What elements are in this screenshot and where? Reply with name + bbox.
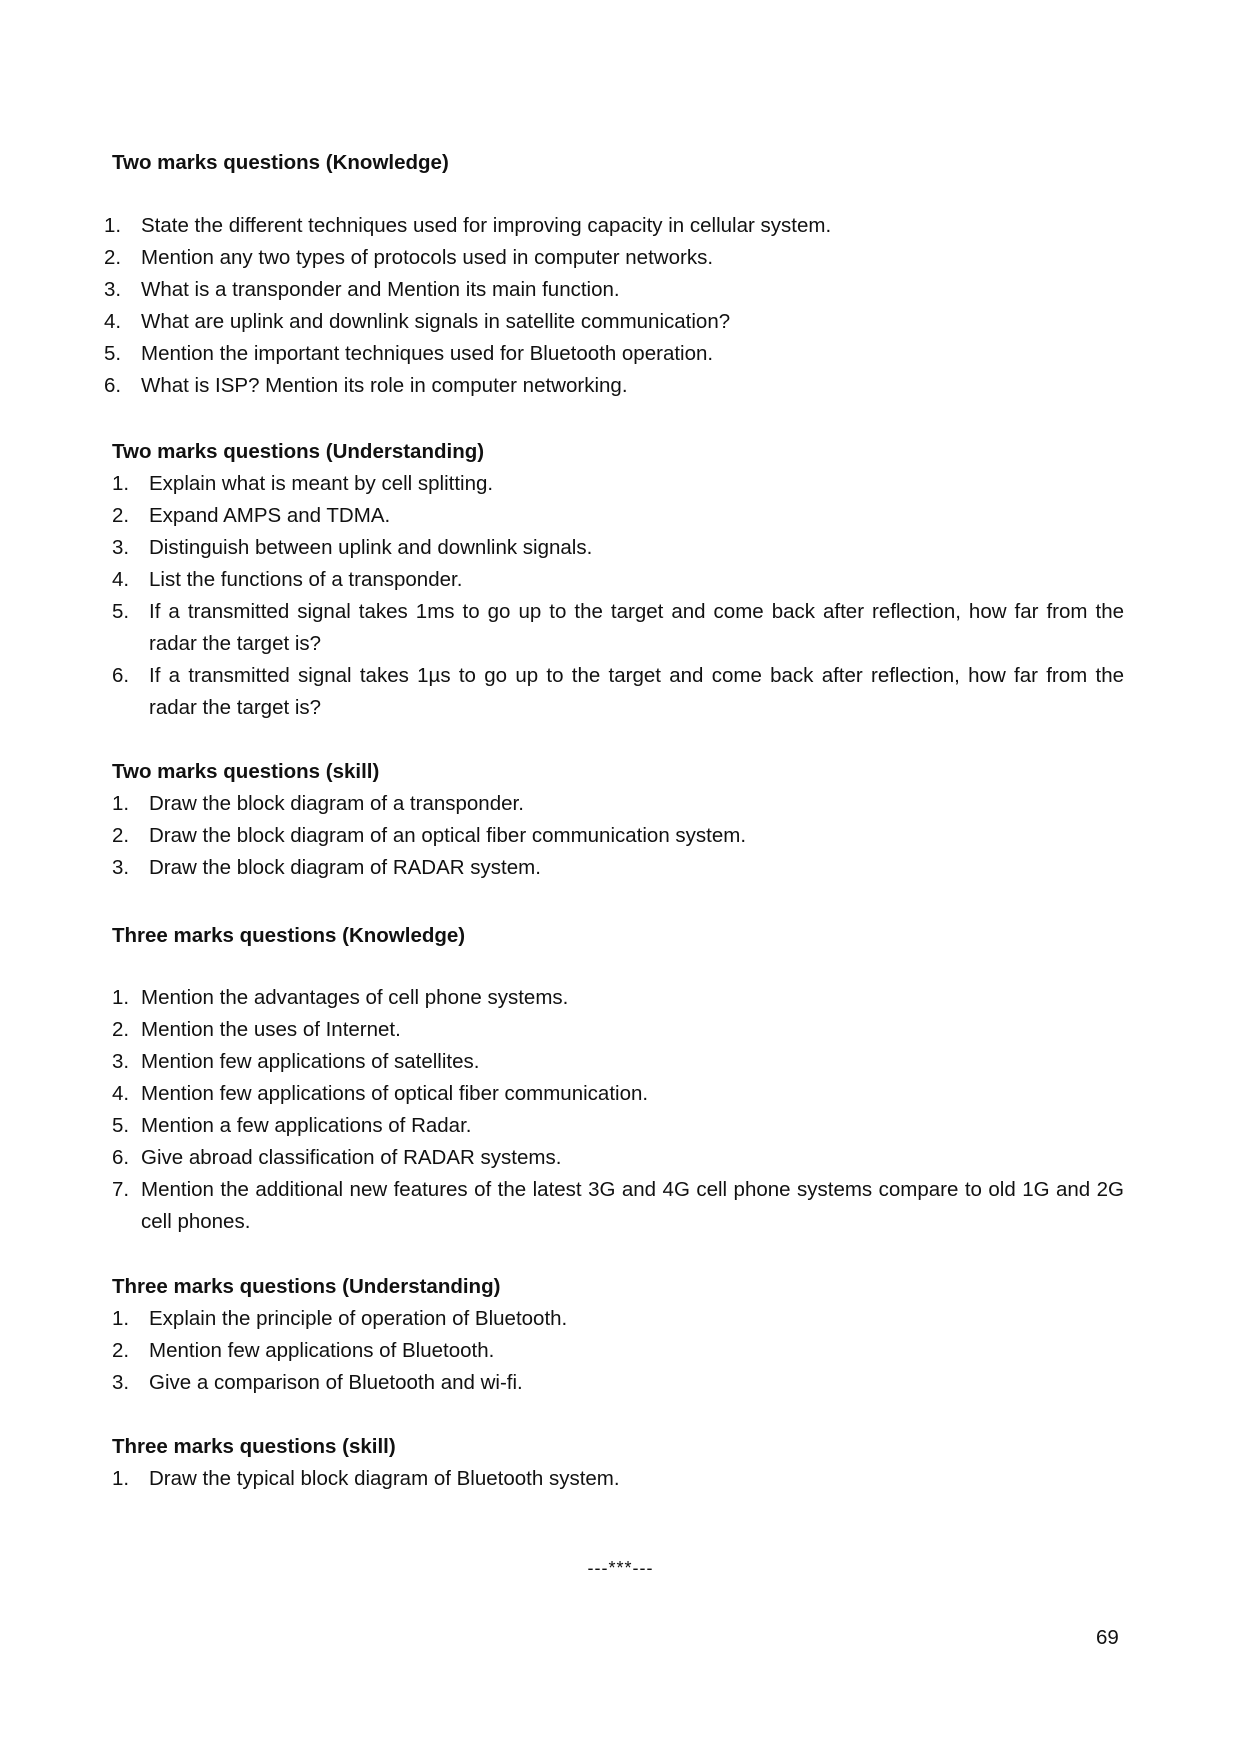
question-number: 3. [112, 856, 130, 879]
question-text: Give a comparison of Bluetooth and wi-fi. [149, 1371, 523, 1394]
question-number: 5. [112, 1114, 130, 1137]
question-text: Mention few applications of Bluetooth. [149, 1339, 495, 1362]
question-item [104, 274, 1124, 306]
question-item [112, 500, 1124, 532]
question-number: 2. [112, 1018, 130, 1041]
question-number: 4. [112, 568, 130, 591]
question-text: What are uplink and downlink signals in satellite communication? [141, 310, 731, 333]
question-item [104, 210, 1124, 242]
question-number: 6. [112, 664, 130, 687]
section-heading: Three marks questions (Knowledge) [112, 924, 466, 947]
question-text: Mention the advantages of cell phone systems. [141, 986, 569, 1009]
question-item [104, 306, 1124, 338]
question-text: Draw the block diagram of RADAR system. [149, 856, 541, 879]
question-text: State the different techniques used for improving capacity in cellular system. [141, 214, 832, 237]
question-text: What is a transponder and Mention its main function. [141, 278, 620, 301]
question-item [112, 532, 1124, 564]
question-list [112, 1303, 1124, 1399]
question-text: What is ISP? Mention its role in computer networking. [141, 374, 628, 397]
question-text: Draw the block diagram of an optical fiber communication system. [149, 824, 747, 847]
question-number: 1. [112, 472, 130, 495]
question-list [112, 788, 1124, 884]
page-number: 69 [1096, 1626, 1119, 1649]
section-heading: Three marks questions (skill) [112, 1435, 396, 1458]
question-number: 5. [112, 600, 130, 623]
question-item [112, 1110, 1124, 1142]
question-item [104, 242, 1124, 274]
end-marker: ---***--- [587, 1558, 654, 1578]
question-text: Expand AMPS and TDMA. [149, 504, 391, 527]
question-number: 2. [104, 246, 122, 269]
question-text: Mention few applications of optical fiber communication. [141, 1082, 649, 1105]
question-number: 4. [104, 310, 122, 333]
question-text: List the functions of a transponder. [149, 568, 463, 591]
question-text: Explain the principle of operation of Bluetooth. [149, 1307, 568, 1330]
question-text: Mention the important techniques used for Bluetooth operation. [141, 342, 714, 365]
question-number: 2. [112, 504, 130, 527]
question-number: 1. [112, 986, 130, 1009]
question-number: 1. [112, 1307, 130, 1330]
question-list [112, 468, 1124, 724]
question-text: Mention a few applications of Radar. [141, 1114, 472, 1137]
question-number: 3. [112, 536, 130, 559]
question-list [112, 982, 1124, 1238]
question-item [112, 1367, 1124, 1399]
question-item [112, 660, 1124, 724]
question-item [112, 468, 1124, 500]
question-text: Distinguish between uplink and downlink signals. [149, 536, 593, 559]
question-list [112, 1463, 1124, 1495]
question-item [112, 596, 1124, 660]
question-text: If a transmitted signal takes 1µs to go up to the target and come back after reflection, how far from the radar the target is? [149, 664, 1124, 719]
question-item [112, 1174, 1124, 1238]
question-item [112, 1142, 1124, 1174]
question-text: Draw the typical block diagram of Bluetooth system. [149, 1467, 620, 1490]
question-number: 3. [112, 1050, 130, 1073]
question-item [112, 564, 1124, 596]
question-number: 3. [112, 1371, 130, 1394]
section-heading: Two marks questions (skill) [112, 760, 380, 783]
question-number: 1. [104, 214, 122, 237]
question-item [112, 1014, 1124, 1046]
question-list [104, 210, 1124, 402]
question-number: 2. [112, 1339, 130, 1362]
question-text: Mention the additional new features of the latest 3G and 4G cell phone systems compare to old 1G and 2G cell phones. [141, 1178, 1124, 1233]
question-number: 2. [112, 824, 130, 847]
question-number: 6. [104, 374, 122, 397]
question-number: 3. [104, 278, 122, 301]
question-item [104, 370, 1124, 402]
question-text: Mention any two types of protocols used in computer networks. [141, 246, 714, 269]
question-text: Explain what is meant by cell splitting. [149, 472, 494, 495]
question-number: 4. [112, 1082, 130, 1105]
question-number: 1. [112, 1467, 130, 1490]
question-number: 5. [104, 342, 122, 365]
question-item [112, 820, 1124, 852]
question-number: 7. [112, 1178, 130, 1201]
question-item [104, 338, 1124, 370]
question-text: Mention few applications of satellites. [141, 1050, 480, 1073]
question-item [112, 852, 1124, 884]
question-text: Mention the uses of Internet. [141, 1018, 401, 1041]
section-heading: Two marks questions (Knowledge) [112, 151, 449, 174]
question-number: 6. [112, 1146, 130, 1169]
question-item [112, 1078, 1124, 1110]
question-text: If a transmitted signal takes 1ms to go up to the target and come back after reflection, how far from the radar the target is? [149, 600, 1124, 655]
section-heading: Three marks questions (Understanding) [112, 1275, 501, 1298]
question-item [112, 1463, 1124, 1495]
question-item [112, 982, 1124, 1014]
question-number: 1. [112, 792, 130, 815]
section-heading: Two marks questions (Understanding) [112, 440, 485, 463]
question-text: Draw the block diagram of a transponder. [149, 792, 524, 815]
question-item [112, 1046, 1124, 1078]
question-item [112, 1303, 1124, 1335]
question-item [112, 1335, 1124, 1367]
question-text: Give abroad classification of RADAR systems. [141, 1146, 562, 1169]
question-item [112, 788, 1124, 820]
